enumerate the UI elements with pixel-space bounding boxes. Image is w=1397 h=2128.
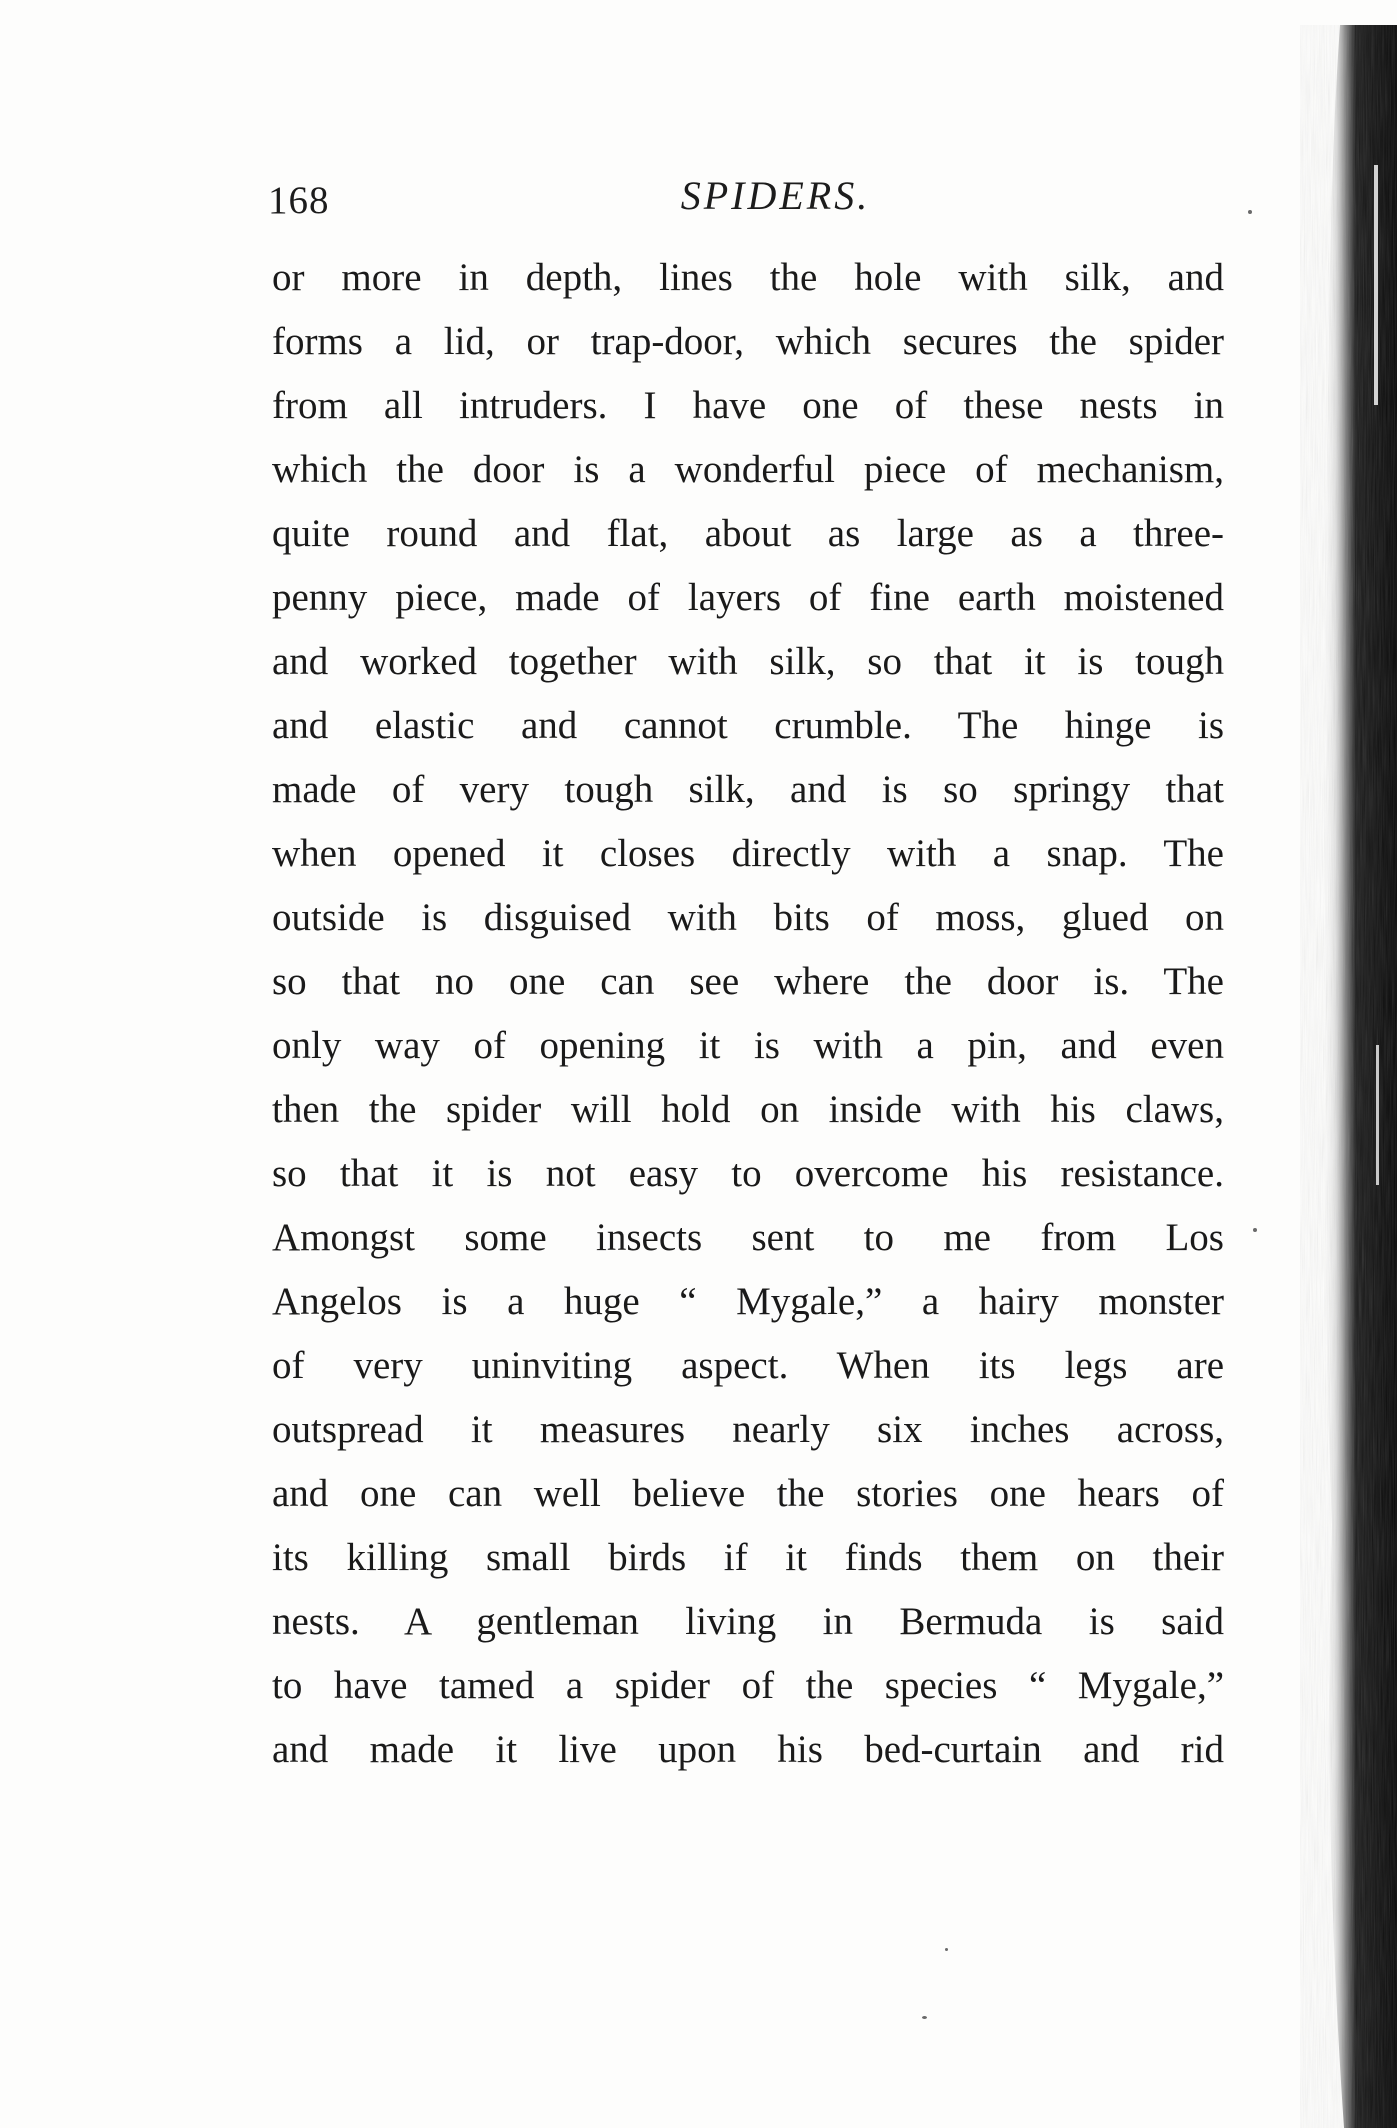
text-line: to have tamed a spider of the species “ Mygale,” (272, 1664, 1224, 1707)
text-line: outspread it measures nearly six inches across, (272, 1408, 1224, 1451)
text-line: its killing small birds if it finds them on their (272, 1536, 1224, 1579)
running-head (268, 168, 1223, 228)
text-line: which the door is a wonderful piece of mechanism, (272, 448, 1224, 491)
paper-speck (945, 1948, 948, 1951)
paper-speck (1248, 210, 1252, 214)
paper-speck (922, 2016, 927, 2019)
text-line: forms a lid, or trap-door, which secures the spider (272, 320, 1224, 363)
text-line: only way of opening it is with a pin, and even (272, 1024, 1224, 1067)
text-line: so that no one can see where the door is. The (272, 960, 1224, 1003)
text-line: Angelos is a huge “ Mygale,” a hairy monster (272, 1280, 1224, 1323)
page-number: 168 (268, 179, 330, 222)
binding-shadow (1300, 25, 1397, 2128)
paper-speck (1253, 1228, 1257, 1232)
text-line: and worked together with silk, so that it is tough (272, 640, 1224, 683)
body-text (272, 246, 1224, 1782)
text-line: outside is disguised with bits of moss, glued on (272, 896, 1224, 939)
text-line: when opened it closes directly with a snap. The (272, 832, 1224, 875)
text-line: from all intruders. I have one of these nests in (272, 384, 1224, 427)
text-line: penny piece, made of layers of fine earth moistened (272, 576, 1224, 619)
text-line: Amongst some insects sent to me from Los (272, 1216, 1224, 1259)
text-line: and one can well believe the stories one hears of (272, 1472, 1224, 1515)
text-line: quite round and flat, about as large as a three- (272, 512, 1224, 555)
text-line: and made it live upon his bed-curtain and rid (272, 1728, 1224, 1771)
text-line: so that it is not easy to overcome his resistance. (272, 1152, 1224, 1195)
running-title: SPIDERS. (680, 173, 871, 218)
text-line: or more in depth, lines the hole with silk, and (272, 256, 1224, 299)
text-line: made of very tough silk, and is so springy that (272, 768, 1224, 811)
text-line: of very uninviting aspect. When its legs are (272, 1344, 1224, 1387)
text-line: then the spider will hold on inside with his claws, (272, 1088, 1224, 1131)
text-line: and elastic and cannot crumble. The hinge is (272, 704, 1224, 747)
text-line: nests. A gentleman living in Bermuda is said (272, 1600, 1224, 1643)
